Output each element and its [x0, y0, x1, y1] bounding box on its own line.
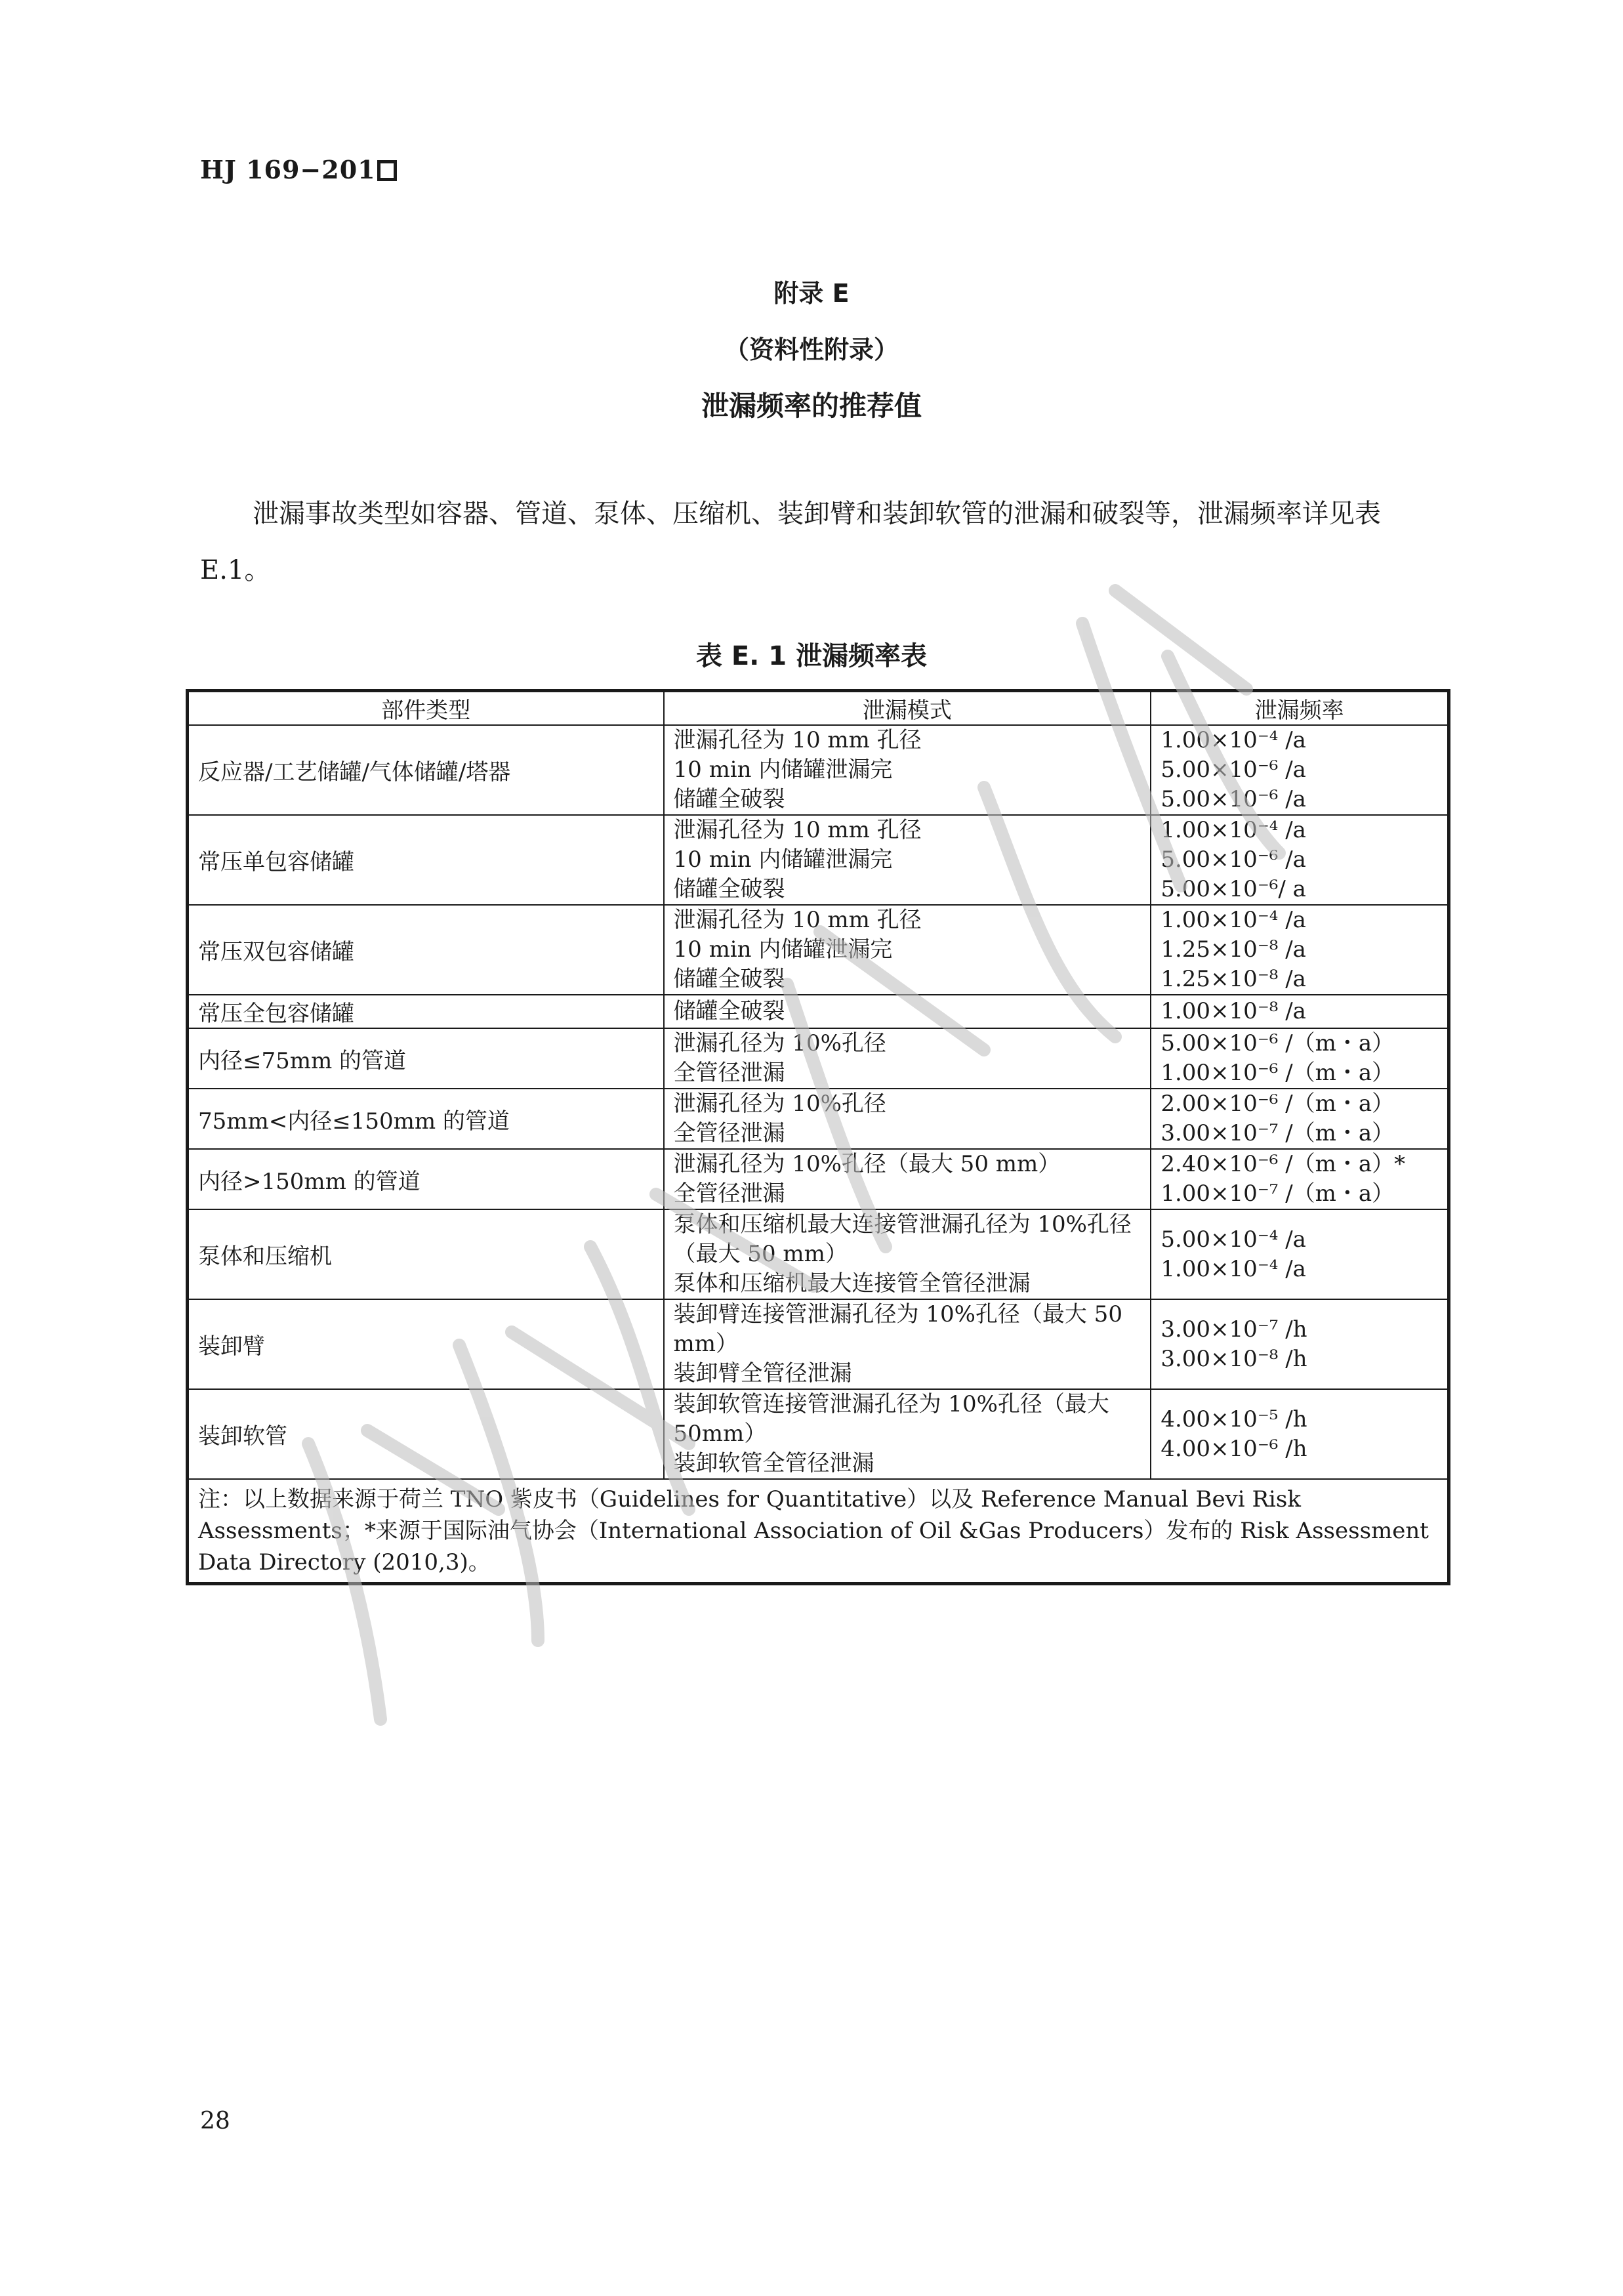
leak-mode-text: 泄漏孔径为 10 mm 孔径: [673, 817, 922, 843]
table-row: [188, 815, 1449, 905]
leak-mode-cell: [664, 1299, 1151, 1389]
component-type-cell: 常压单包容储罐: [188, 815, 664, 905]
leak-frequency-cell: [1151, 1089, 1448, 1149]
leak-mode-text: 10 min 内储罐泄漏完: [673, 846, 893, 873]
table-row: [188, 995, 1449, 1028]
leak-mode-cell: [664, 1149, 1151, 1209]
component-type-cell: 内径>150mm 的管道: [188, 1149, 664, 1209]
leak-mode-text: 装卸臂全管径泄漏: [673, 1360, 852, 1387]
document-code: HJ 169−201: [200, 155, 397, 184]
leak-frequency-cell: [1151, 1389, 1448, 1479]
leak-mode-text: 装卸软管全管径泄漏: [673, 1450, 874, 1476]
leak-frequency-text: 1.00×10⁻⁷ /（m・a）: [1161, 1180, 1395, 1207]
table-row: [188, 1149, 1449, 1209]
leak-frequency-text: 5.00×10⁻⁶ /a: [1161, 786, 1306, 812]
leak-frequency-text: 5.00×10⁻⁶ /a: [1161, 757, 1306, 783]
leak-frequency-text: 1.00×10⁻⁶ /（m・a）: [1161, 1060, 1395, 1086]
leak-mode-cell: [664, 1389, 1151, 1479]
appendix-subject: 泄漏频率的推荐值: [701, 390, 922, 422]
leak-mode-text: 全管径泄漏: [673, 1060, 785, 1086]
leak-frequency-text: 1.25×10⁻⁸ /a: [1161, 966, 1306, 992]
placeholder-box-icon: [377, 160, 397, 181]
leak-mode-cell: [664, 725, 1151, 815]
header-leak-mode: 泄漏模式: [664, 691, 1151, 726]
leak-mode-text: 泵体和压缩机最大连接管全管径泄漏: [673, 1270, 1031, 1297]
leak-frequency-text: 3.00×10⁻⁷ /（m・a）: [1161, 1120, 1395, 1146]
leak-frequency-text: 1.25×10⁻⁸ /a: [1161, 936, 1306, 963]
leak-frequency-cell: [1151, 1209, 1448, 1299]
component-type-cell: 常压全包容储罐: [188, 995, 664, 1028]
component-type-cell: 装卸软管: [188, 1389, 664, 1479]
leak-mode-text: 泄漏孔径为 10 mm 孔径: [673, 907, 922, 933]
leak-mode-cell: [664, 1209, 1151, 1299]
leak-mode-text: 泄漏孔径为 10 mm 孔径: [673, 727, 922, 753]
leak-mode-text: 储罐全破裂: [673, 786, 785, 812]
leak-mode-cell: [664, 815, 1151, 905]
leak-mode-text: 10 min 内储罐泄漏完: [673, 757, 893, 783]
leak-frequency-text: 1.00×10⁻⁴ /a: [1161, 907, 1306, 933]
leak-frequency-text: 1.00×10⁻⁴ /a: [1161, 1255, 1306, 1282]
leak-mode-cell: [664, 905, 1151, 995]
leak-frequency-text: 4.00×10⁻⁵ /h: [1161, 1406, 1307, 1432]
table-header-row: [188, 691, 1449, 726]
leak-mode-text: 储罐全破裂: [673, 876, 785, 902]
leak-frequency-text: 3.00×10⁻⁸ /h: [1161, 1345, 1307, 1372]
component-type-cell: 装卸臂: [188, 1299, 664, 1389]
leak-frequency-text: 5.00×10⁻⁶ /（m・a）: [1161, 1030, 1395, 1056]
leak-frequency-cell: [1151, 1028, 1448, 1089]
leak-frequency-text: 2.00×10⁻⁶ /（m・a）: [1161, 1091, 1395, 1117]
leak-mode-text: 装卸软管连接管泄漏孔径为 10%孔径（最大 50mm）: [673, 1391, 1109, 1447]
table-note: 注：以上数据来源于荷兰 TNO 紫皮书（Guidelines for Quantitative）以及 Reference Manual Bevi Risk Assessments；*来源于国际油气协会（International Association of Oil &Gas Producers）发布的 Risk Assessment Data Directory (2010,3)。: [188, 1479, 1449, 1584]
table-row: [188, 725, 1449, 815]
component-type-cell: 内径≤75mm 的管道: [188, 1028, 664, 1089]
leak-mode-text: 泄漏孔径为 10%孔径: [673, 1091, 886, 1117]
leak-mode-text: 泵体和压缩机最大连接管泄漏孔径为 10%孔径（最大 50 mm）: [673, 1211, 1132, 1267]
table-row: [188, 1028, 1449, 1089]
leak-frequency-text: 3.00×10⁻⁷ /h: [1161, 1316, 1307, 1343]
component-type-cell: 常压双包容储罐: [188, 905, 664, 995]
table-caption: 表 E. 1 泄漏频率表: [695, 641, 928, 671]
table-note-row: [188, 1479, 1449, 1584]
header-component-type: 部件类型: [188, 691, 664, 726]
leak-mode-cell: [664, 995, 1151, 1028]
leak-mode-text: 装卸臂连接管泄漏孔径为 10%孔径（最大 50 mm）: [673, 1301, 1122, 1357]
leak-mode-text: 储罐全破裂: [673, 998, 785, 1024]
leak-frequency-cell: [1151, 815, 1448, 905]
leak-frequency-text: 1.00×10⁻⁴ /a: [1161, 727, 1306, 753]
leak-frequency-text: 2.40×10⁻⁶ /（m・a）*: [1161, 1151, 1406, 1177]
table-row: [188, 905, 1449, 995]
leak-frequency-text: 5.00×10⁻⁴ /a: [1161, 1226, 1306, 1253]
page-number: 28: [200, 2108, 230, 2135]
leak-frequency-cell: [1151, 905, 1448, 995]
leak-frequency-text: 1.00×10⁻⁸ /a: [1161, 998, 1306, 1024]
table-row: [188, 1389, 1449, 1479]
leak-frequency-cell: [1151, 725, 1448, 815]
intro-paragraph: 泄漏事故类型如容器、管道、泵体、压缩机、装卸臂和装卸软管的泄漏和破裂等，泄漏频率详见表 E.1。: [200, 499, 1381, 585]
leak-frequency-text: 5.00×10⁻⁶/ a: [1161, 876, 1306, 902]
leak-mode-text: 泄漏孔径为 10%孔径: [673, 1030, 886, 1056]
appendix-type: （资料性附录）: [724, 335, 899, 364]
header-leak-frequency: 泄漏频率: [1151, 691, 1448, 726]
appendix-title: 附录 E: [773, 279, 850, 308]
leak-mode-cell: [664, 1028, 1151, 1089]
leak-frequency-text: 4.00×10⁻⁶ /h: [1161, 1435, 1307, 1462]
leak-frequency-text: 5.00×10⁻⁶ /a: [1161, 846, 1306, 873]
leak-mode-text: 全管径泄漏: [673, 1180, 785, 1207]
leak-mode-text: 10 min 内储罐泄漏完: [673, 936, 893, 963]
component-type-cell: 反应器/工艺储罐/气体储罐/塔器: [188, 725, 664, 815]
component-type-cell: 75mm<内径≤150mm 的管道: [188, 1089, 664, 1149]
table-row: [188, 1209, 1449, 1299]
leak-mode-cell: [664, 1089, 1151, 1149]
component-type-cell: 泵体和压缩机: [188, 1209, 664, 1299]
leak-mode-text: 泄漏孔径为 10%孔径（最大 50 mm）: [673, 1151, 1061, 1177]
leak-mode-text: 全管径泄漏: [673, 1120, 785, 1146]
leak-frequency-table: [186, 689, 1450, 1585]
leak-frequency-cell: [1151, 1299, 1448, 1389]
leak-frequency-cell: [1151, 1149, 1448, 1209]
leak-mode-text: 储罐全破裂: [673, 966, 785, 992]
table-row: [188, 1089, 1449, 1149]
leak-frequency-cell: [1151, 995, 1448, 1028]
table-row: [188, 1299, 1449, 1389]
leak-frequency-text: 1.00×10⁻⁴ /a: [1161, 817, 1306, 843]
